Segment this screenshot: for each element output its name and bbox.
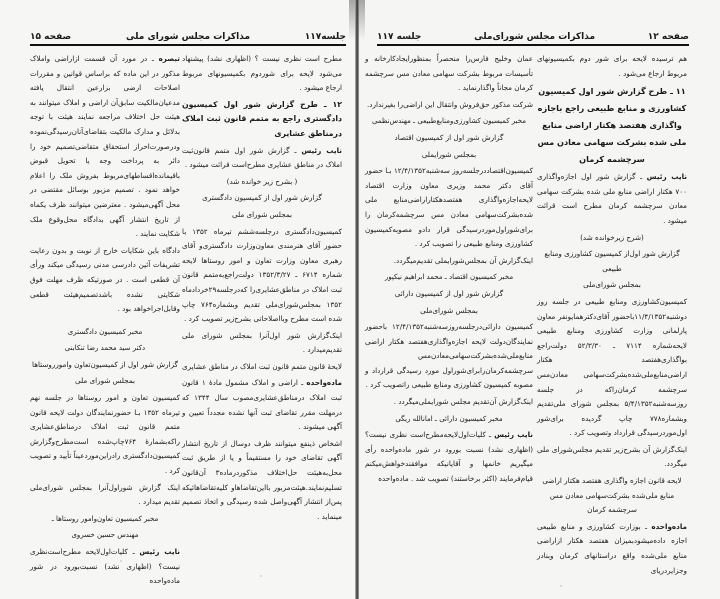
scan-speck	[560, 585, 562, 587]
signature: مخبر کمیسیون کشاورزی‌ومنابع‌طبیعی ـ مهندس‌نظمی	[371, 117, 527, 126]
note-label: تبصره	[158, 54, 180, 63]
addressee: بمجلس شورای ملی	[232, 209, 292, 219]
read-note: (شرح زیرخوانده شد)	[580, 232, 644, 242]
page-number: صفحه ۱۵	[30, 32, 72, 42]
right-page-column-right	[537, 52, 687, 580]
paragraph: نایب رئیس ـ کلیات‌اول‌لایحه مطرح‌است‌نظری نیست؟ (اظهاری نشد) نسبت‌بورود در شور ماده‌واحده	[30, 547, 181, 586]
signature: مخبر کمیسیون دارائی ـ امانالله ریگی	[395, 414, 503, 423]
report-title: گزارش شور اول از کمیسیون‌تعاون وامورروستاها	[32, 359, 178, 369]
signature-role: مخبر کمیسیون تعاون‌وامور روستاها ـ	[51, 514, 159, 523]
paragraph: دادگاه باین شکایات خارج از نوبت و بدون رعایت تشریفات آئین دادرسی مدنی رسیدگی میکند ورأی آن قطعی است . در صورتیکه ظرف مهلت فوق شکایتی نشده باشدتصمیم‌هیئت قطعی وقابل‌اجراخواهد بود .	[30, 245, 180, 314]
addressee: بمجلس شورای‌ملی	[420, 305, 478, 315]
paragraph: کمیسیون دارائی‌درجلسه‌روزسه‌شنبه۱۲/۴/۱۳۵۲ باحضور نمایندگان‌دولت لایحه اجازه‌واگذاری‌هفتصد هکتار اراضی منابع‌ملی‌شده‌بشرکت‌سهامی‌معادن‌مس سرچشمه‌کرمان‌رابرای‌شوراول مورد رسیدگی قرارداد و مصوبه کمیسیون کشاورزی ومنابع طبیعی راتصویب کرد .	[365, 322, 533, 390]
session-label: جلسه۱۱۷	[304, 32, 346, 42]
running-title: مذاکرات مجلس شورای‌ملی	[474, 32, 596, 42]
scan-speck	[120, 560, 122, 562]
paragraph: کمیسیون تعاون و امور روستاها در جلسه نهم تیرماه ۱۳۵۲ بـا حضورنمایندگان دولت لایحه قانون متمم قانون ثبت املاک درمناطق‌عشایری راکه‌بشمارهٔ ۷۶۴چاپ‌شده است‌مطرح‌وگزارش کمیسیون‌دادگستری رادراین‌مورد‌عیناً تأیید و تصویب کرد .	[30, 393, 180, 476]
paragraph: اینک‌گزارش آن‌تقدیم مجلس شورایملی‌میگردد .	[393, 397, 533, 407]
paragraph: مطرح است نظری نیست ؟ (اظهاری نشد) پیشنهاد می‌شود لایحه برای شوردوم بکمیسیونهای مربوط ارجاع میشود .	[182, 54, 342, 93]
running-title: مذاکرات مجلس شورای ملی	[125, 32, 251, 42]
page-number: صفحه ۱۲	[647, 32, 689, 42]
addressee: بمجلس شورای‌ملی	[583, 280, 641, 290]
header-rule	[30, 44, 346, 46]
article-label: ماده‌واحده	[651, 521, 687, 531]
speaker-label: نایب رئیس	[646, 172, 687, 182]
paragraph: عمان وخلیج فارس‌را منحصراً بمنظورایجادکارخانه و تأسیسات مربوط بشرکت سهامی معادن مس سرچشمه کرمان مجاناً واگذارنماید .	[365, 54, 533, 93]
speaker-label: نایب رئیس	[139, 547, 181, 556]
article: ماده‌واحده ـ اراضی و املاک مشمول مادهٔ ۱ قانون ثبت املاک درمناطق‌عشایری‌مصوب سال ۱۳۴۴ که درمهلت مقرر تقاضای ثبت آنها نشده مجدداً تعیین و آگهی میشوند .	[182, 378, 343, 432]
scan-speck	[260, 575, 262, 577]
left-page-header	[30, 28, 346, 42]
section-heading: ۱۱ ـ طرح گزارش شور اول کمیسیون کشاورزی و منابع طبیعی راجع باجازه واگذاری هفتصد هکتار اراضی منابع ملی شده بشرکت سهامی معادن مس سرچشمه کرمان	[537, 86, 687, 165]
paragraph: اینک گزارش شوراول‌آنرا بمجلس شورای‌ملی تقدیم میدارد .	[30, 482, 180, 507]
right-page-column-left	[365, 52, 533, 489]
paragraph: اشخاص ذینفع میتوانند ظرف دوسال از تاریخ انتشار آگهی تقاضای خود را مستقیماً و یا از طریق ثبت محل‌به‌هیئت حل‌اختلاف مذکوردرماده۳ آن‌قانون تسلیم‌نمایند.هیئت‌مزبور بااین‌تقاضاهاو کلیه‌تقاضاهائیکه پس‌از انتشار آگهی‌واصل شده رسیدگی و اتخاذ تصمیم مینماید .	[182, 438, 343, 521]
left-page-column-right	[182, 52, 342, 526]
article: ماده‌واحده ـ بوزارت کشاورزی و منابع طبیعی اجازه داده‌میشود‌بمیزان هفتصد هکتار ازاراضی منابع ملی‌شده واقع دراستانهای کرمان وبنادر وجزایردریای	[537, 521, 687, 575]
paragraph: اینک‌گزارش شور اول‌آنرا بمجلس شورای ملی تقدیم‌میدارد .	[182, 330, 342, 355]
signature: مخبر کمیسیون اقتصاد ـ محمد ابراهیم نیکپور	[384, 273, 514, 282]
paragraph: اینک‌گزارش آن بشرح‌زیر تقدیم مجلس‌شورای ملی میگردد.	[537, 444, 687, 469]
paragraph: کمیسیون‌کشاورزی ومنابع طبیعی در جلسه روز دوشنبه۱۱/۴/۱۳۵۲باحضور آقای‌دکترهمایونفر معاون پارلمانی وزارت کشاورزی ومنابع طبیعی لایحه‌شماره ۷۱۱۴ ـ ۵۲/۳/۳۰ دولت‌راجع بواگذاری‌هفتصد هکتار اراضی‌منابع‌ملی‌شده‌بشرکت‌سهامی معادن‌مس سرچشمه کرمان‌راکه در جلسه روزسه‌شنبه۵/۴/۱۳۵۲ بمجلس شورای ملی‌تقدیم وبشماره۷۷۸ چاپ گردیده برای‌شور اول‌موردرسیدگی قرارداد وتصویب کرد .	[537, 296, 687, 438]
paragraph: نایب رئیس ـ کلیات‌اول‌لایحه‌مطرح‌است نظری نیست؟ (اظهاری نشد) نسبت بورود در شور ماده‌واحده رأی میگیریم خانمها و آقایانیکه موافقندخواهش‌میکنم قیام‌فرمایند (اکثر برخاستند) تصویب شد . ماده‌واحده	[365, 430, 534, 484]
signature-role: مخبر کمیسیون دادگستری	[67, 327, 143, 336]
report-title: گزارش شور اول از کمیسیون اقتصاد	[394, 132, 504, 142]
left-page-column-left	[30, 52, 180, 591]
header-rule	[377, 44, 689, 46]
paragraph: شرکت مذکور حق‌فروش وانتقال این اراضی‌را بغیرندارد.	[367, 99, 533, 109]
session-label: جلسه ۱۱۷	[377, 32, 422, 42]
report-title: گزارش شور اول از کمیسیون دادگستری	[202, 193, 322, 203]
section-heading: ۱۲ ـ طرح گزارش شور اول کمیسیون دادگستری راجع به متمم قانون ثبت املاک درمناطق عشایری	[182, 99, 342, 138]
paragraph: کمیسیون‌دادگستری درجلسه‌ششم تیرماه ۱۳۵۲ با حضور آقای هنرمندی معاون‌وزارت دادگستری‌و آقای رهبری معاون وزارت تعاون و امور روستاها لایحه شماره ۶۷۱۴ ـ ۱۳۵۲/۳/۲۷ دولت‌راجع‌به‌متمم قانون ثبت املاک در مناطق‌عشایری‌را که‌درجلسه۲۹خردادماه ۱۳۵۲ بمجلس‌شورای‌ملی تقدیم وبشماره۷۶۴ چاپ شده است مطرح وبااصلاحاتی بشرح‌زیر تصویب کرد .	[182, 226, 343, 324]
paragraph: نایب رئیس ـ گزارش شور اول اجازه‌واگذاری ۷۰۰ هکتار اراضی منابع ملی شده بشرکت سهامی معادن سرچشمه کرمان مطرح است قرائت میشود .	[537, 172, 687, 225]
addressee: بمجلس شورایملی	[421, 149, 477, 159]
book-gutter	[355, 0, 359, 599]
speaker-label: نایب رئیس	[494, 430, 534, 440]
signature-name: مهندس حسین خسروی	[71, 531, 139, 540]
report-title: گزارش شور اول از کمیسیون دارائی	[394, 288, 504, 298]
signature-name: دکتر سید محمد رضا تنکابنی	[64, 344, 146, 353]
right-page-header	[377, 28, 689, 42]
right-page	[357, 0, 720, 599]
bill-title: لایحه قانون اجازه واگذاری هفتصد هکتار اراضی منابع ملی‌شده بشرکت‌سهامی معادن مس سرچشمه کرمان	[542, 476, 682, 515]
note: تبصره ـ در مورد آن قسمت ازاراضی واملاک مذکور در این ماده که براساس قوانین و مقررات اصلاحات ارضی بزارعین انتقال یافته مدعیان‌مالکیت سابق‌آن اراضی و املاک میتوانند به هیئت حل اختلاف مراجعه نمایند هیئت با توجه بدلائل و مدارک مالکیت بتقاضای‌آنان‌رسیدگی‌نموده ودرصورت‌احراز استحقاق متقاضی‌تصمیم خود را دائر به پرداخت وجه یا تحویل قبوض باقیمانده‌اقساطهای‌مربوط بفروش ملک را اعلام خواهد نمود . تصمیم مزبور بوسائل مقتضی در محل آگهی‌میشود . معترضین میتوانند ظرف یکماه از تاریخ انتشار آگهی بدادگاه محل‌وقوع ملک شکایت نمایند .	[30, 54, 180, 239]
paragraph: کمیسیون‌اقتصاددرجلسه‌روز سه‌شنبه۱۲/۴/۱۳۵۲ بـا حضور آقای دکتر محمد وزیری معاون وزارت اقتصاد لایحه‌اجازه‌واگذاری هفتصدهکتاراراضی‌منابع ملی شده‌بشرکت‌سهامی معادن مس سرچشمه‌کرمان را برای‌شوراول‌موردرسیدگی قرار دادو مصوبه‌کمیسیون کشاورزی ومنابع طبیعی را تصویب کرد .	[365, 166, 534, 249]
addressee: بمجلس شورای ملی	[75, 376, 135, 386]
paragraph: هم ترسیده لایحه برای شور دوم بکمیسیونهای مربوط ارجاع می‌شود .	[537, 54, 687, 78]
left-page	[0, 0, 357, 599]
bill-title: لایحهٔ قانون متمم قانون ثبت املاک در مناطق عشایری	[182, 361, 342, 371]
report-title: گزارش شور اول‌از کمیسیون کشاورزی ومنابع طبیعی	[544, 249, 680, 273]
paragraph: اینک‌گزارش آن بمجلس‌شورایملی تقدیم‌میگردد.	[393, 255, 533, 265]
paragraph: نایب رئیس ـ گزارش شور اول متمم قانون‌ثبت املاک در مناطق عشایری مطرح‌است قرائت میشود .	[182, 145, 342, 170]
speaker-label: نایب رئیس	[301, 145, 342, 155]
article-label: ماده‌واحده	[306, 378, 343, 388]
read-note: ( بشرح زیر خوانده شد)	[226, 176, 298, 186]
